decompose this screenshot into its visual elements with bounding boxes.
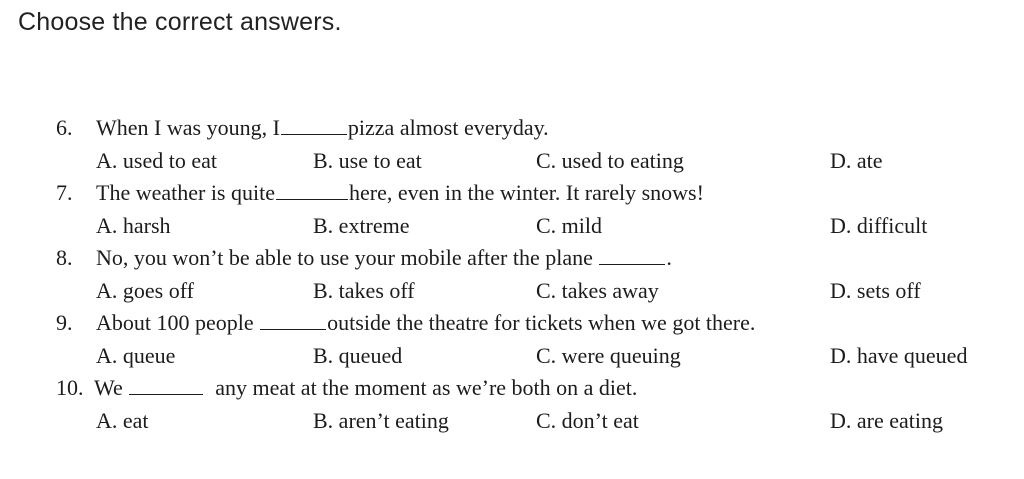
- question-text-after: pizza almost everyday.: [347, 115, 549, 140]
- question-text: [96, 177, 704, 209]
- option-b[interactable]: B. use to eat: [313, 148, 422, 173]
- answer-blank: [260, 311, 326, 330]
- option-d[interactable]: D. ate: [830, 148, 883, 173]
- question-text-before: When I was young, I: [96, 115, 280, 140]
- option-b[interactable]: B. takes off: [313, 278, 415, 303]
- answer-options: [0, 405, 1024, 437]
- option-b[interactable]: B. aren’t eating: [313, 408, 449, 433]
- option-d[interactable]: D. are eating: [830, 408, 943, 433]
- question-text-before: About 100 people: [96, 310, 254, 335]
- answer-blank: [129, 376, 203, 395]
- question-list: [0, 112, 1024, 437]
- question-text: [96, 242, 672, 274]
- question-number: 10.: [56, 375, 84, 400]
- option-a[interactable]: A. goes off: [96, 278, 194, 303]
- question-10: [0, 372, 1024, 437]
- answer-options: [0, 210, 1024, 242]
- option-c[interactable]: C. mild: [536, 213, 603, 238]
- option-a[interactable]: A. used to eat: [96, 148, 217, 173]
- question-text-before: No, you won’t be able to use your mobile after the plane: [96, 245, 593, 270]
- question-number: 6.: [56, 115, 73, 140]
- option-b[interactable]: B. queued: [313, 343, 403, 368]
- question-6: [0, 112, 1024, 177]
- question-number: 7.: [56, 180, 73, 205]
- option-b[interactable]: B. extreme: [313, 213, 410, 238]
- question-9: [0, 307, 1024, 372]
- option-a[interactable]: A. harsh: [96, 213, 171, 238]
- option-c[interactable]: C. used to eating: [536, 148, 684, 173]
- question-text-after: here, even in the winter. It rarely snows!: [349, 180, 704, 205]
- question-text: [96, 112, 549, 144]
- answer-blank: [599, 246, 665, 265]
- option-c[interactable]: C. takes away: [536, 278, 659, 303]
- question-text-before: The weather is quite: [96, 180, 275, 205]
- answer-blank: [281, 116, 347, 135]
- question-number: 9.: [56, 310, 73, 335]
- option-c[interactable]: C. were queuing: [536, 343, 681, 368]
- question-text-after: any meat at the moment as we’re both on a diet.: [215, 375, 638, 400]
- option-d[interactable]: D. have queued: [830, 343, 968, 368]
- answer-blank: [276, 181, 348, 200]
- question-text-before: We: [94, 375, 123, 400]
- answer-options: [0, 145, 1024, 177]
- option-c[interactable]: C. don’t eat: [536, 408, 639, 433]
- question-text-after: outside the theatre for tickets when we got there.: [327, 310, 756, 335]
- question-7: [0, 177, 1024, 242]
- option-a[interactable]: A. queue: [96, 343, 176, 368]
- answer-options: [0, 275, 1024, 307]
- option-a[interactable]: A. eat: [96, 408, 149, 433]
- page-title: Choose the correct answers.: [18, 8, 342, 36]
- question-8: [0, 242, 1024, 307]
- option-d[interactable]: D. difficult: [830, 213, 928, 238]
- question-text: [96, 307, 755, 339]
- question-number: 8.: [56, 245, 73, 270]
- question-text: [94, 372, 637, 404]
- question-text-after: .: [666, 245, 672, 270]
- answer-options: [0, 340, 1024, 372]
- option-d[interactable]: D. sets off: [830, 278, 921, 303]
